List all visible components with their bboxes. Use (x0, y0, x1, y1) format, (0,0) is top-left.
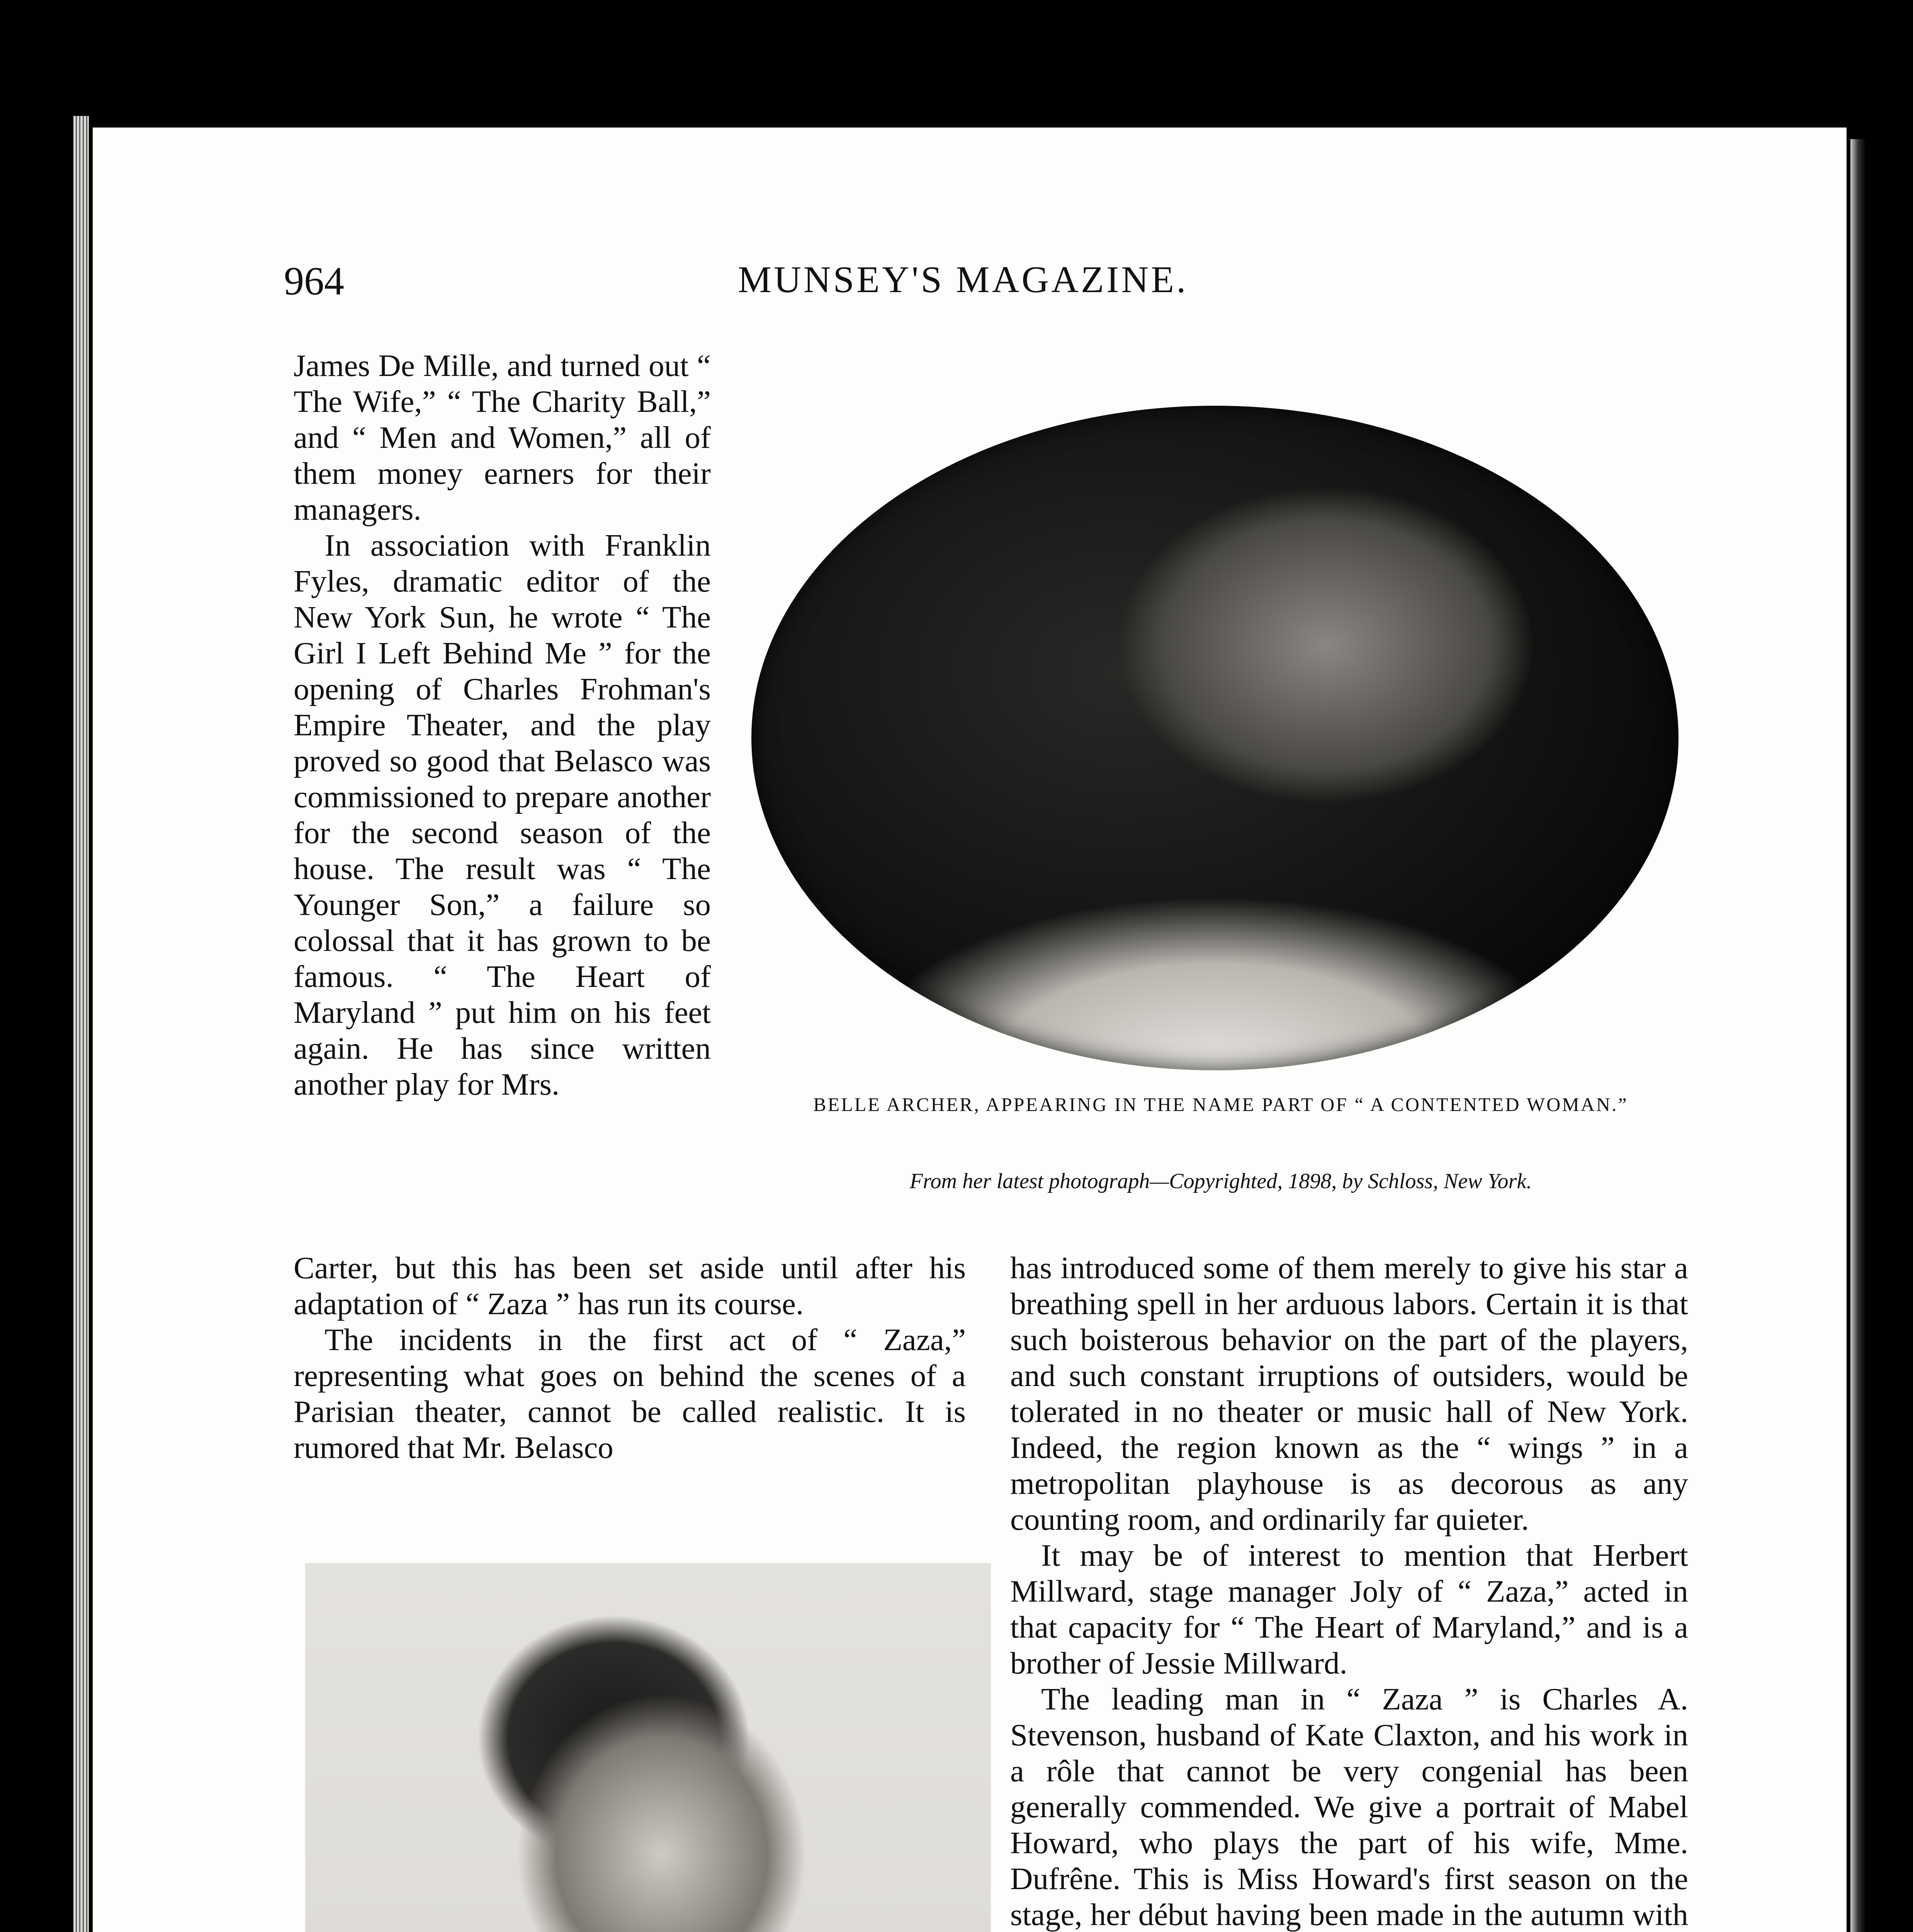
photo-credit: From her latest photograph—Copyrighted, 1898, by Schloss, New York. (909, 1169, 1532, 1193)
paragraph: The leading man in “ Zaza ” is Charles A. Stevenson, husband of Kate Claxton, and his work in a rôle that cannot be very congenial has been generally commended. We give a portrait of Mabel Howard, who plays the part of his wife, Mme. Dufrêne. This is Miss Howard's first season on the stage, her début having been made in the autumn with (1010, 1682, 1688, 1932)
right-column (1010, 1250, 1688, 1932)
belle-archer-photo (751, 406, 1679, 1070)
page-edge-right (1850, 139, 1897, 1932)
page-number: 964 (284, 259, 344, 303)
left-column-continued (294, 1250, 966, 1466)
left-column-top (294, 348, 711, 1102)
paragraph: It may be of interest to mention that Herbert Millward, stage manager Joly of “ Zaza,” acted in that capacity for “ The Heart of Maryland,” and is a brother of Jessie Millward. (1010, 1538, 1688, 1680)
paragraph: James De Mille, and turned out “ The Wife,” “ The Charity Ball,” and “ Men and Women,” all of them money earners for their managers. (294, 348, 711, 527)
running-head: MUNSEY'S MAGAZINE. (738, 259, 1188, 301)
photo-caption: BELLE ARCHER, APPEARING IN THE NAME PART OF “ A CONTENTED WOMAN.” (813, 1094, 1628, 1115)
paragraph: In association with Franklin Fyles, dramatic editor of the New York Sun, he wrote “ The Girl I Left Behind Me ” for the opening of Charles Frohman's Empire Theater, and the play proved so good that Belasco was commissioned to prepare another for the second season of the house. The result was “ The Younger Son,” a failure so colossal that it has grown to be famous. “ The Heart of Maryland ” put him on his feet again. He has since written another play for Mrs. (294, 528, 711, 1102)
david-belasco-photo (305, 1563, 991, 1932)
paragraph: The incidents in the first act of “ Zaza,” representing what goes on behind the scenes of a Parisian theater, cannot be called realistic. It is rumored that Mr. Belasco (294, 1322, 966, 1465)
paragraph: Carter, but this has been set aside until after his adaptation of “ Zaza ” has run its course. (294, 1250, 966, 1321)
paragraph: has introduced some of them merely to give his star a breathing spell in her arduous labors. Certain it is that such boisterous behavior on the part of the players, and such constant irruptions of outsiders, would be tolerated in no theater or music hall of New York. Indeed, the region known as the “ wings ” in a metropolitan playhouse is as decorous as any counting room, and ordinarily far quieter. (1010, 1250, 1688, 1537)
page-edge-left (73, 116, 89, 1932)
